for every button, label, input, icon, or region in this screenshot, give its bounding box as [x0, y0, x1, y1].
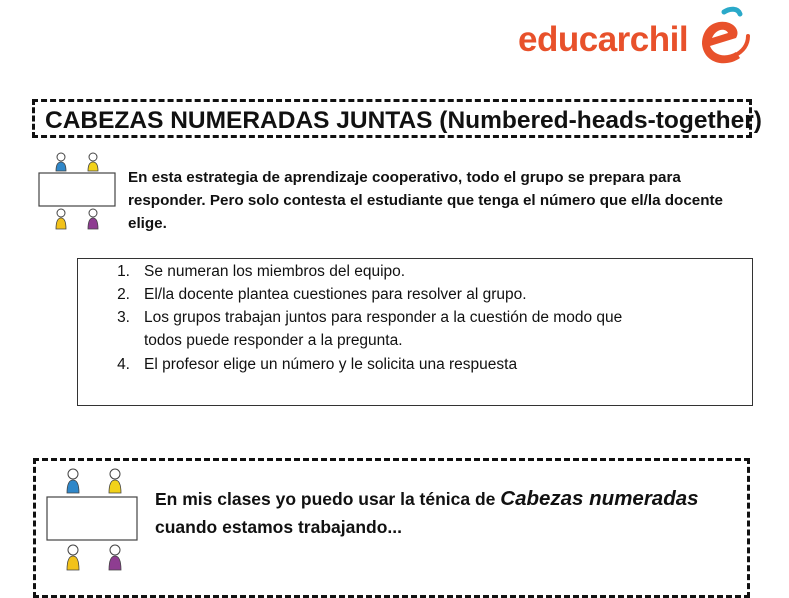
step-text: Se numeran los miembros del equipo.: [144, 263, 406, 280]
logo-swirl-e-icon: [694, 6, 752, 68]
step-number: 2.: [117, 286, 130, 303]
steps-box: [77, 258, 753, 406]
prompt-text: En mis clases yo puedo usar la ténica de: [155, 489, 501, 509]
step-number: 3.: [117, 309, 130, 326]
prompt-line-1: [155, 485, 699, 513]
person-icon-top-right: [88, 153, 98, 171]
person-icon-top-left: [67, 469, 79, 493]
title-box: [32, 99, 762, 138]
intro-paragraph: En esta estrategia de aprendizaje cooperativo, todo el grupo se prepara para responder. Pero solo contesta el estudiante que tenga el número que el/la docente elige.: [128, 169, 723, 232]
reflection-prompt: [155, 485, 699, 541]
step-text: Los grupos trabajan juntos para responder a la cuestión de modo que: [144, 309, 623, 326]
logo-text: educarchil: [518, 20, 689, 59]
person-icon-top-right: [109, 469, 121, 493]
step-number: 1.: [117, 263, 130, 280]
person-icon-bottom-left: [67, 545, 79, 570]
table-with-four-people-icon: [45, 466, 143, 578]
step-number: 4.: [117, 356, 130, 373]
step-text-continued: todos puede responder a la pregunta.: [144, 332, 403, 349]
person-icon-bottom-left: [56, 209, 66, 229]
table-with-four-people-icon: [37, 150, 119, 232]
step-text: El/la docente plantea cuestiones para resolver al grupo.: [144, 286, 527, 303]
prompt-line-2: cuando estamos trabajando...: [155, 517, 402, 537]
step-text: El profesor elige un número y le solicita una respuesta: [144, 356, 518, 373]
person-icon-bottom-right: [88, 209, 98, 229]
person-icon-bottom-right: [109, 545, 121, 570]
prompt-emphasis: Cabezas numeradas: [500, 487, 699, 510]
person-icon-top-left: [56, 153, 66, 171]
page-title: CABEZAS NUMERADAS JUNTAS (Numbered-heads-together): [45, 107, 762, 134]
